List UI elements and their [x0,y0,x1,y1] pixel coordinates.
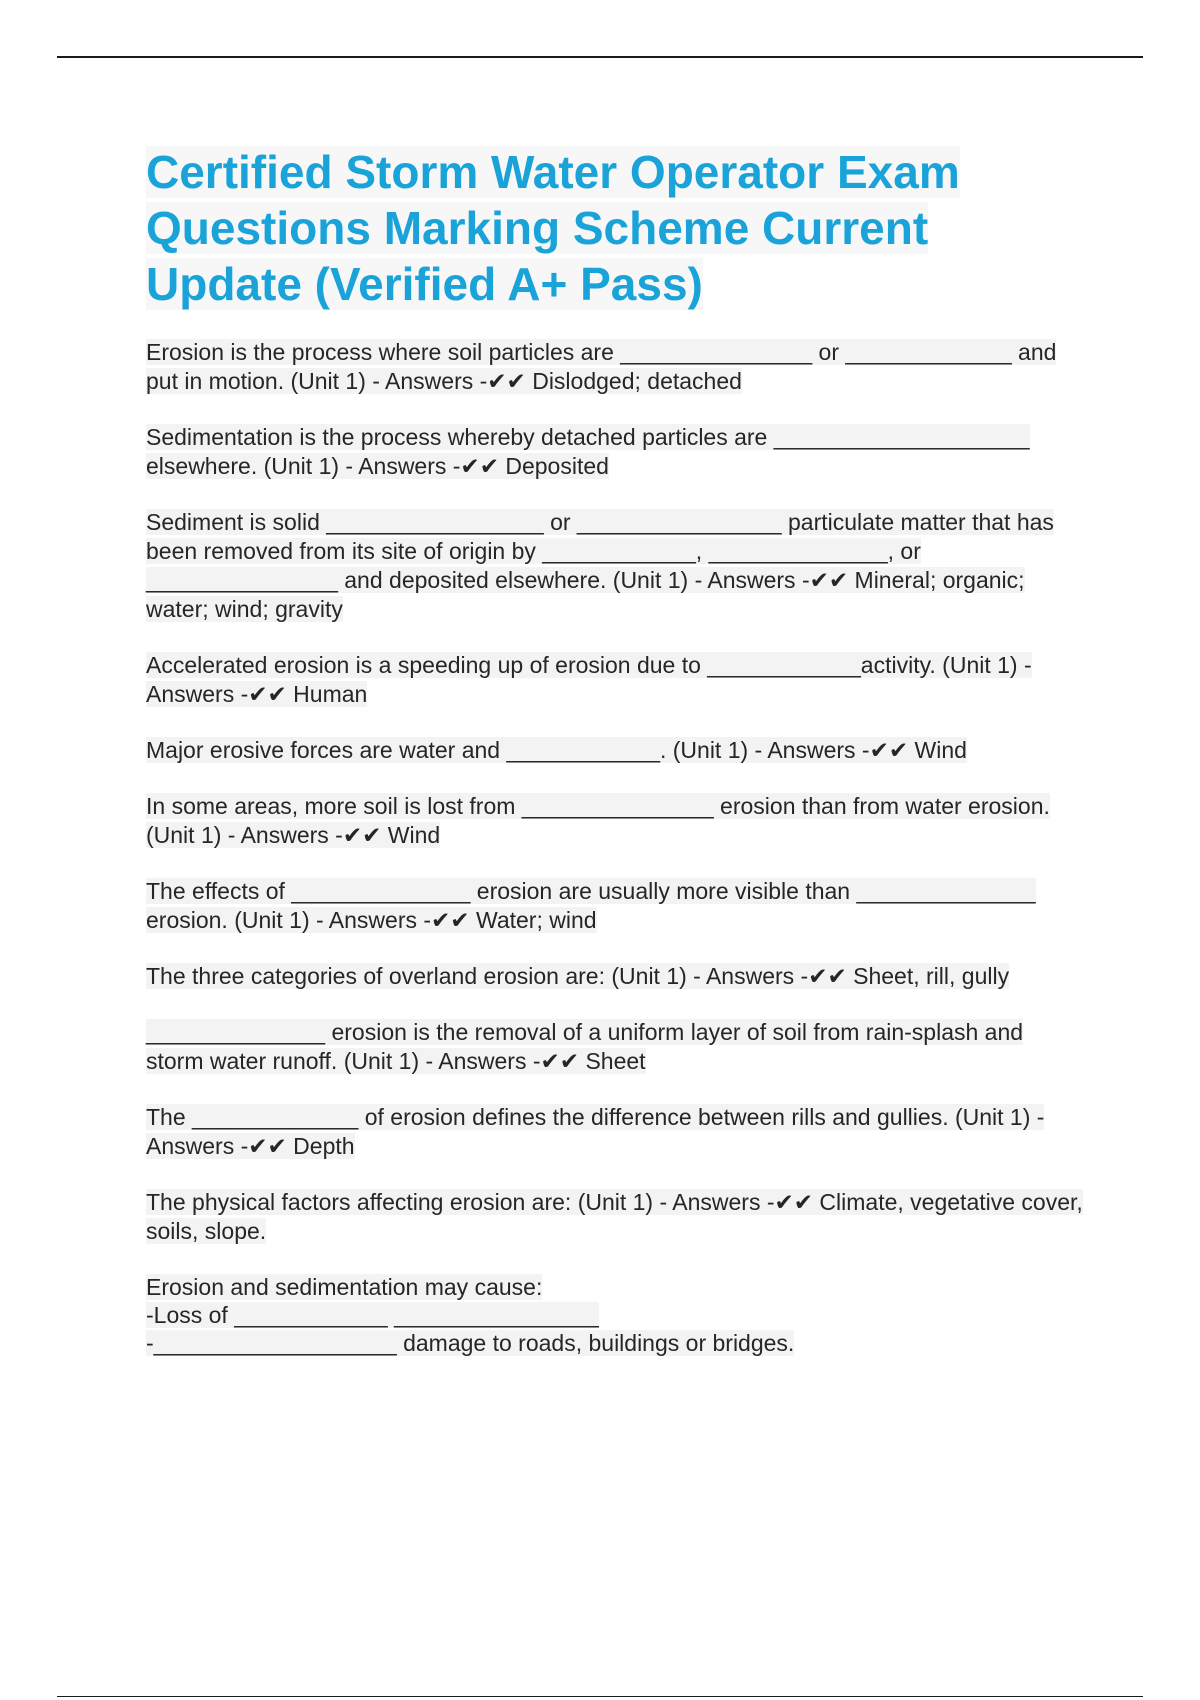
qa-item [146,1103,1086,1161]
final-question-line: -___________________ damage to roads, buildings or bridges. [146,1330,795,1356]
qa-text: Erosion is the process where soil particles are _______________ or _____________ and put in motion. (Unit 1) - Answers -✔✔ Dislodged; detached [146,339,1057,394]
qa-text: The three categories of overland erosion are: (Unit 1) - Answers -✔✔ Sheet, rill, gully [146,963,1010,989]
qa-item [146,1188,1086,1246]
qa-item [146,338,1086,396]
qa-text: Major erosive forces are water and ____________. (Unit 1) - Answers -✔✔ Wind [146,737,967,763]
qa-item [146,962,1086,991]
qa-item [146,508,1086,624]
qa-text: The physical factors affecting erosion are: (Unit 1) - Answers -✔✔ Climate, vegetative cover, soils, slope. [146,1189,1083,1244]
qa-text: Accelerated erosion is a speeding up of erosion due to ____________activity. (Unit 1) - Answers -✔✔ Human [146,652,1032,707]
qa-text: In some areas, more soil is lost from _______________ erosion than from water erosion. (Unit 1) - Answers -✔✔ Wind [146,793,1050,848]
document-body [146,144,1086,1357]
final-question-intro: Erosion and sedimentation may cause: [146,1274,543,1300]
header-rule [57,56,1143,58]
qa-item [146,651,1086,709]
qa-item [146,877,1086,935]
final-question [146,1273,1086,1357]
document-title: Certified Storm Water Operator Exam Questions Marking Scheme Current Update (Verified A+ Pass) [146,146,960,310]
qa-item [146,1018,1086,1076]
qa-text: Sediment is solid _________________ or ________________ particulate matter that has been removed from its site of origin by ____________, ______________, or _______________ and deposited elsewhere. (Unit 1) - Answers -✔✔ Mineral; organic; water; wind; gravity [146,509,1054,622]
qa-text: ______________ erosion is the removal of a uniform layer of soil from rain-splash and storm water runoff. (Unit 1) - Answers -✔✔ Sheet [146,1019,1024,1074]
footer-rule [57,1696,1143,1697]
qa-text: Sedimentation is the process whereby detached particles are ____________________ elsewhere. (Unit 1) - Answers -✔✔ Deposited [146,424,1030,479]
qa-item [146,736,1086,765]
final-question-line: -Loss of ____________ ________________ [146,1302,599,1328]
qa-item [146,423,1086,481]
qa-item [146,792,1086,850]
qa-text: The _____________ of erosion defines the difference between rills and gullies. (Unit 1) - Answers -✔✔ Depth [146,1104,1045,1159]
qa-text: The effects of ______________ erosion are usually more visible than ______________ erosion. (Unit 1) - Answers -✔✔ Water; wind [146,878,1036,933]
title-block [146,144,1086,312]
